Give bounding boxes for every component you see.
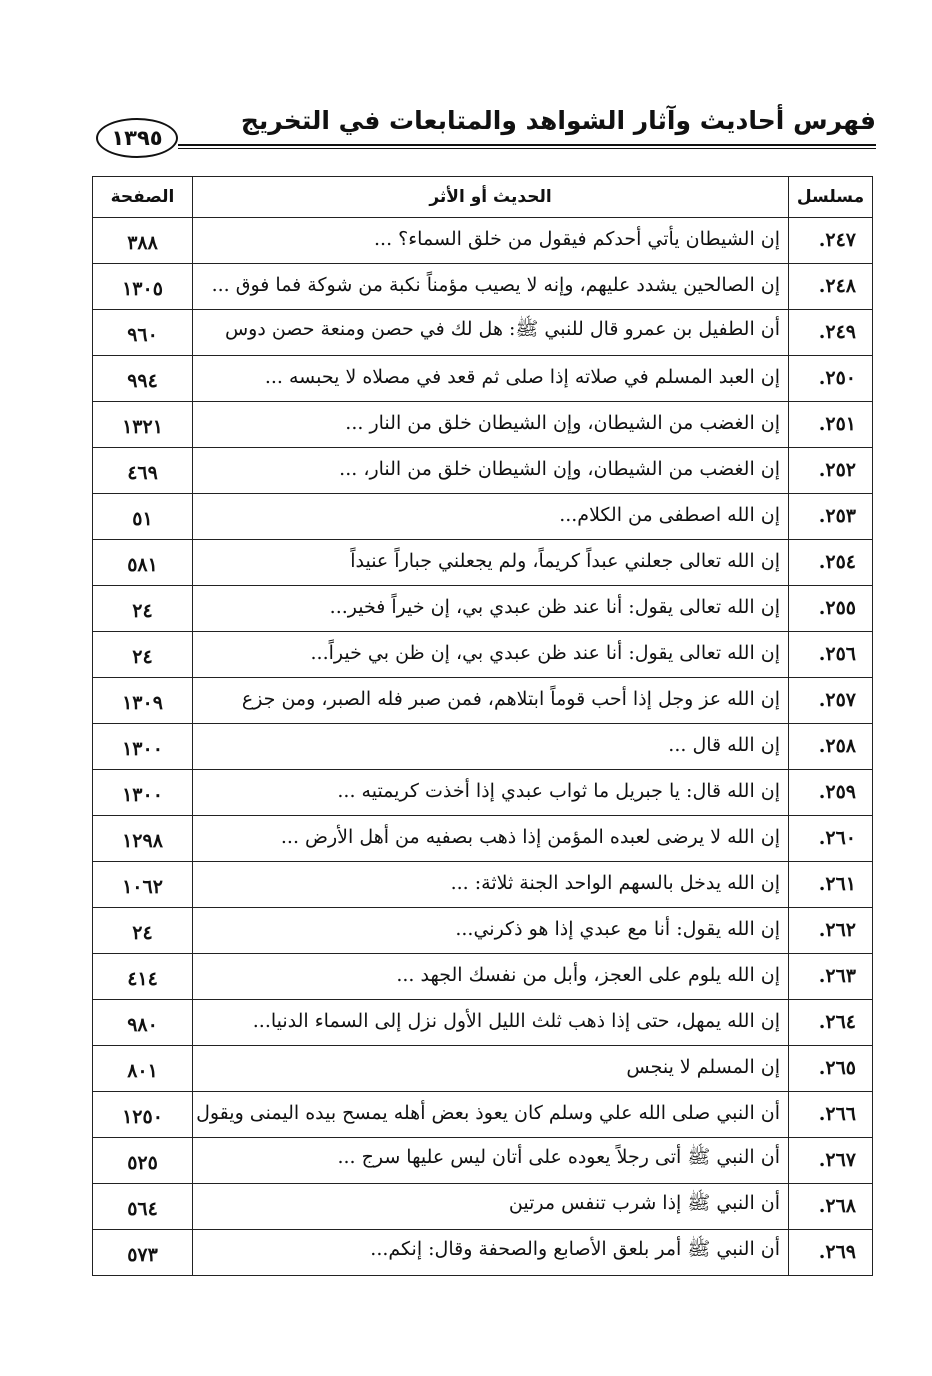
page-title: فهرس أحاديث وآثار الشواهد والمتابعات في التخريج — [240, 106, 876, 135]
row-hadith-text: إن الله يمهل، حتى إذا ذهب ثلث الليل الأول نزل إلى السماء الدنيا... — [193, 1000, 789, 1046]
row-serial: ٢٥٥. — [789, 586, 873, 632]
row-page-number: ٤٦٩ — [93, 448, 193, 494]
row-serial: ٢٦٠. — [789, 816, 873, 862]
table-row — [93, 218, 873, 264]
table-row — [93, 908, 873, 954]
row-hadith-text: إن الله يدخل بالسهم الواحد الجنة ثلاثة: ... — [193, 862, 789, 908]
column-header-text: الحديث أو الأثر — [193, 177, 789, 218]
page-number: ١٣٩٥ — [96, 118, 178, 158]
row-hadith-text: إن الله لا يرضى لعبده المؤمن إذا ذهب بصفيه من أهل الأرض ... — [193, 816, 789, 862]
row-page-number: ١٣٠٥ — [93, 264, 193, 310]
table-row — [93, 954, 873, 1000]
row-hadith-text: إن المسلم لا ينجس — [193, 1046, 789, 1092]
row-hadith-text: أن النبي ﷺ أتى رجلاً يعوده على أتان ليس عليها سرج ... — [193, 1138, 789, 1184]
row-page-number: ٥٨١ — [93, 540, 193, 586]
table-row — [93, 310, 873, 356]
table-row — [93, 678, 873, 724]
table-row — [93, 586, 873, 632]
row-hadith-text: إن الله يلوم على العجز، وأبل من نفسك الجهد ... — [193, 954, 789, 1000]
table-row — [93, 724, 873, 770]
row-hadith-text: إن العبد المسلم في صلاته إذا صلى ثم قعد في مصلاه لا يحبسه ... — [193, 356, 789, 402]
row-page-number: ٤١٤ — [93, 954, 193, 1000]
row-page-number: ٩٩٤ — [93, 356, 193, 402]
row-page-number: ١٣٠٠ — [93, 724, 193, 770]
row-hadith-text: إن الشيطان يأتي أحدكم فيقول من خلق السماء؟ ... — [193, 218, 789, 264]
table-row — [93, 862, 873, 908]
row-serial: ٢٤٨. — [789, 264, 873, 310]
row-page-number: ٥١ — [93, 494, 193, 540]
row-serial: ٢٥٩. — [789, 770, 873, 816]
page-header — [92, 100, 876, 160]
row-serial: ٢٦٨. — [789, 1184, 873, 1230]
column-header-page: الصفحة — [93, 177, 193, 218]
row-hadith-text: إن الغضب من الشيطان، وإن الشيطان خلق من النار ... — [193, 402, 789, 448]
row-serial: ٢٦٧. — [789, 1138, 873, 1184]
row-page-number: ٥٦٤ — [93, 1184, 193, 1230]
row-page-number: ٣٨٨ — [93, 218, 193, 264]
row-page-number: ٢٤ — [93, 586, 193, 632]
table-row — [93, 632, 873, 678]
row-page-number: ١٣٢١ — [93, 402, 193, 448]
row-hadith-text: أن النبي ﷺ إذا شرب تنفس مرتين — [193, 1184, 789, 1230]
row-serial: ٢٥٣. — [789, 494, 873, 540]
row-hadith-text: إن الله عز وجل إذا أحب قوماً ابتلاهم، فمن صبر فله الصبر، ومن جزع — [193, 678, 789, 724]
row-hadith-text: إن الغضب من الشيطان، وإن الشيطان خلق من النار، ... — [193, 448, 789, 494]
row-hadith-text: أن النبي صلى الله علي وسلم كان يعوذ بعض أهله يمسح بيده اليمنى ويقول — [193, 1092, 789, 1138]
row-hadith-text: إن الصالحين يشدد عليهم، وإنه لا يصيب مؤمناً نكبة من شوكة فما فوق ... — [193, 264, 789, 310]
hadith-index-table — [92, 176, 873, 1276]
row-serial: ٢٤٧. — [789, 218, 873, 264]
table-header-row — [93, 177, 873, 218]
row-serial: ٢٥٦. — [789, 632, 873, 678]
row-serial: ٢٥٤. — [789, 540, 873, 586]
row-page-number: ١٢٩٨ — [93, 816, 193, 862]
row-page-number: ١٣٠٠ — [93, 770, 193, 816]
row-hadith-text: إن الله تعالى يقول: أنا عند ظن عبدي بي، إن خيراً فخير... — [193, 586, 789, 632]
row-page-number: ٩٦٠ — [93, 310, 193, 356]
row-page-number: ٥٧٣ — [93, 1230, 193, 1276]
table-row — [93, 1230, 873, 1276]
row-page-number: ٥٢٥ — [93, 1138, 193, 1184]
row-hadith-text: إن الله قال ... — [193, 724, 789, 770]
table-row — [93, 770, 873, 816]
row-serial: ٢٦١. — [789, 862, 873, 908]
table-row — [93, 1092, 873, 1138]
row-hadith-text: إن الله اصطفى من الكلام... — [193, 494, 789, 540]
row-page-number: ٢٤ — [93, 908, 193, 954]
row-page-number: ٨٠١ — [93, 1046, 193, 1092]
row-serial: ٢٤٩. — [789, 310, 873, 356]
row-hadith-text: إن الله تعالى جعلني عبداً كريماً، ولم يجعلني جباراً عنيداً — [193, 540, 789, 586]
row-hadith-text: إن الله تعالى يقول: أنا عند ظن عبدي بي، إن ظن بي خيراً... — [193, 632, 789, 678]
table-row — [93, 540, 873, 586]
table-row — [93, 264, 873, 310]
row-hadith-text: إن الله قال: يا جبريل ما ثواب عبدي إذا أخذت كريمتيه ... — [193, 770, 789, 816]
row-serial: ٢٦٥. — [789, 1046, 873, 1092]
table-row — [93, 816, 873, 862]
table-row — [93, 356, 873, 402]
row-page-number: ١٠٦٢ — [93, 862, 193, 908]
table-row — [93, 1046, 873, 1092]
table-row — [93, 1138, 873, 1184]
table-row — [93, 494, 873, 540]
row-serial: ٢٥٨. — [789, 724, 873, 770]
row-page-number: ١٣٠٩ — [93, 678, 193, 724]
row-page-number: ١٢٥٠ — [93, 1092, 193, 1138]
row-page-number: ٩٨٠ — [93, 1000, 193, 1046]
row-serial: ٢٦٦. — [789, 1092, 873, 1138]
row-page-number: ٢٤ — [93, 632, 193, 678]
table-row — [93, 1184, 873, 1230]
column-header-serial: مسلسل — [789, 177, 873, 218]
row-serial: ٢٦٢. — [789, 908, 873, 954]
table-row — [93, 1000, 873, 1046]
row-serial: ٢٥٢. — [789, 448, 873, 494]
row-serial: ٢٥٠. — [789, 356, 873, 402]
row-hadith-text: أن الطفيل بن عمرو قال للنبي ﷺ: هل لك في حصن ومنعة حصن دوس — [193, 310, 789, 356]
row-hadith-text: أن النبي ﷺ أمر بلعق الأصابع والصحفة وقال: إنكم... — [193, 1230, 789, 1276]
row-hadith-text: إن الله يقول: أنا مع عبدي إذا هو ذكرني... — [193, 908, 789, 954]
header-rule — [178, 144, 876, 146]
row-serial: ٢٦٤. — [789, 1000, 873, 1046]
row-serial: ٢٥١. — [789, 402, 873, 448]
row-serial: ٢٦٣. — [789, 954, 873, 1000]
row-serial: ٢٥٧. — [789, 678, 873, 724]
table-row — [93, 448, 873, 494]
row-serial: ٢٦٩. — [789, 1230, 873, 1276]
table-row — [93, 402, 873, 448]
header-rule-thin — [178, 148, 876, 149]
